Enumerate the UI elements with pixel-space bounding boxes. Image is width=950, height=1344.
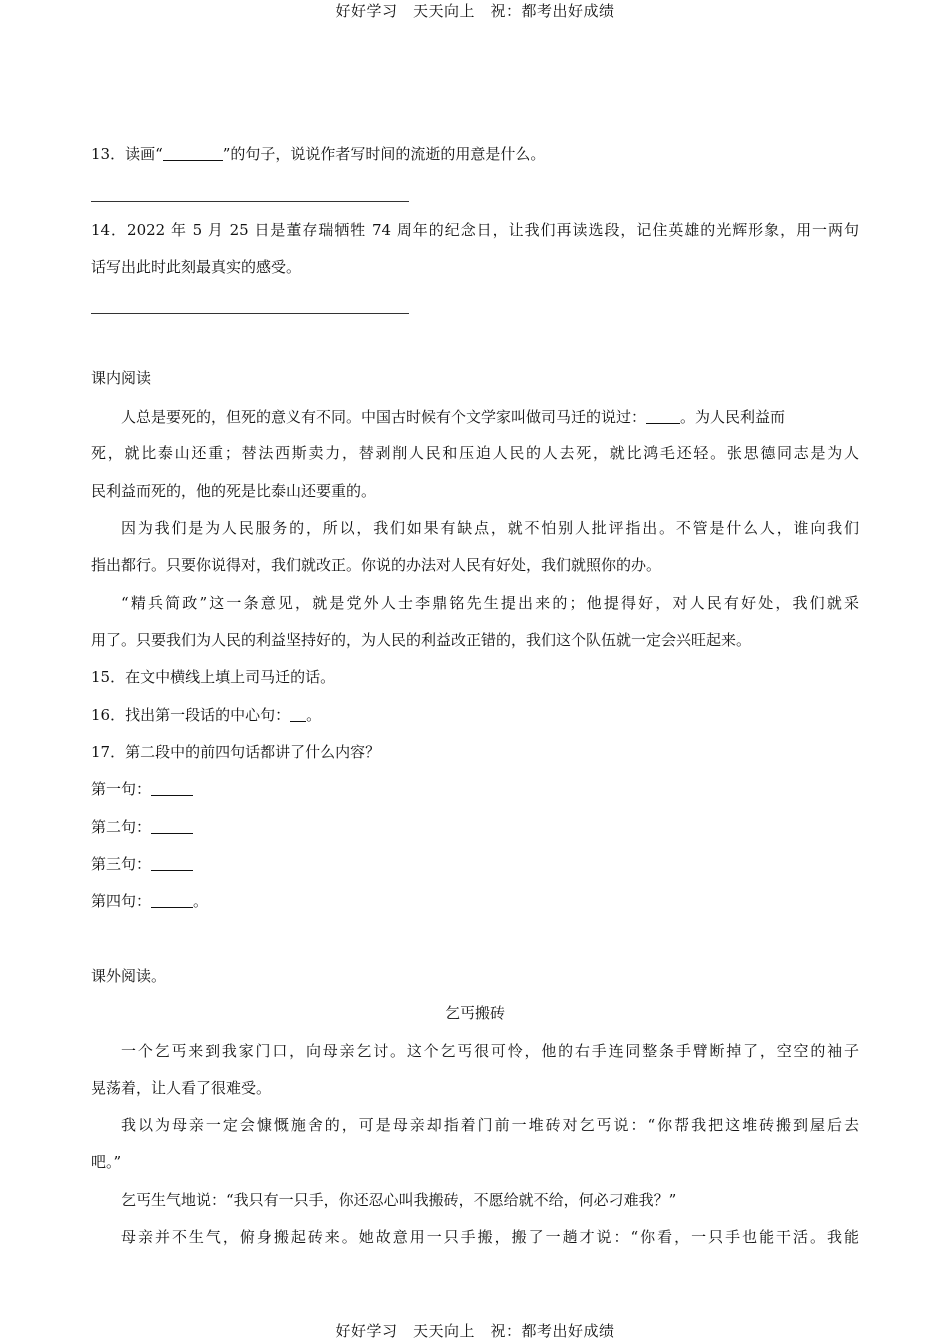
passage-1-line-1 — [121, 407, 785, 427]
question-13-suffix: ”的句子，说说作者写时间的流逝的用意是什么。 — [222, 145, 546, 163]
answer-sentence-1-label: 第一句： — [91, 780, 152, 798]
question-16-suffix: 。 — [306, 706, 322, 724]
answer-sentence-4 — [91, 891, 208, 911]
section-title-in-class-reading: 课内阅读 — [91, 369, 152, 387]
page-header: 好好学习 天天向上 祝：都考出好成绩 — [335, 2, 615, 20]
passage-1-line-3: 民利益而死的，他的死是比泰山还要重的。 — [91, 482, 377, 500]
story-title: 乞丐搬砖 — [444, 1004, 505, 1022]
passage-1-line-1-a: 人总是要死的，但死的意义有不同。中国古时候有个文学家叫做司马迁的说过： — [121, 408, 647, 426]
passage-3-line-2: 用了。只要我们为人民的利益坚持好的，为人民的利益改正错的，我们这个队伍就一定会兴旺起来。 — [91, 631, 752, 649]
passage-2-line-1: 因为我们是为人民服务的，所以，我们如果有缺点，就不怕别人批评指出。不管是什么人，谁向我们 — [121, 519, 859, 537]
question-13 — [91, 144, 545, 164]
answer-sentence-2-label: 第二句： — [91, 818, 152, 836]
question-14-line-1: 14．2022 年 5 月 25 日是董存瑞牺牲 74 周年的纪念日，让我们再读选段，记住英雄的光辉形象，用一两句 — [91, 221, 859, 239]
story-p1-line-1: 一个乞丐来到我家门口，向母亲乞讨。这个乞丐很可怜，他的右手连同整条手臂断掉了，空空的袖子 — [121, 1042, 859, 1060]
section-title-extracurricular-reading: 课外阅读。 — [91, 967, 167, 985]
answer-sentence-4-blank[interactable] — [151, 893, 193, 908]
passage-1-line-1-b: 。为人民利益而 — [680, 408, 786, 426]
passage-3-line-1: “精兵简政”这一条意见，就是党外人士李鼎铭先生提出来的；他提得好，对人民有好处，我们就采 — [121, 594, 859, 612]
question-16-prefix: 16．找出第一段话的中心句： — [91, 706, 291, 724]
question-17: 17．第二段中的前四句话都讲了什么内容？ — [91, 743, 381, 761]
question-15: 15．在文中横线上填上司马迁的话。 — [91, 668, 336, 686]
answer-line-13[interactable] — [91, 201, 409, 202]
answer-sentence-4-end: 。 — [193, 892, 209, 910]
question-13-prefix: 13．读画“ — [91, 145, 163, 163]
story-p3: 乞丐生气地说：“我只有一只手，你还忍心叫我搬砖，不愿给就不给，何必刁难我？” — [121, 1191, 677, 1209]
answer-sentence-3 — [91, 854, 193, 874]
page-footer: 好好学习 天天向上 祝：都考出好成绩 — [335, 1322, 615, 1340]
answer-sentence-2 — [91, 817, 193, 837]
question-13-blank[interactable] — [163, 146, 223, 161]
story-p2-line-1: 我以为母亲一定会慷慨施舍的，可是母亲却指着门前一堆砖对乞丐说：“你帮我把这堆砖搬到屋后去 — [121, 1116, 859, 1134]
answer-line-14[interactable] — [91, 313, 409, 314]
answer-sentence-1-blank[interactable] — [151, 781, 193, 796]
answer-sentence-3-label: 第三句： — [91, 855, 152, 873]
passage-1-line-2: 死，就比泰山还重；替法西斯卖力，替剥削人民和压迫人民的人去死，就比鸿毛还轻。张思德同志是为人 — [91, 444, 859, 462]
passage-1-blank[interactable] — [646, 409, 680, 424]
answer-sentence-1 — [91, 779, 193, 799]
passage-2-line-2: 指出都行。只要你说得对，我们就改正。你说的办法对人民有好处，我们就照你的办。 — [91, 556, 662, 574]
question-16-blank[interactable] — [290, 707, 306, 722]
answer-sentence-3-blank[interactable] — [151, 856, 193, 871]
answer-sentence-4-label: 第四句： — [91, 892, 152, 910]
story-p4: 母亲并不生气，俯身搬起砖来。她故意用一只手搬，搬了一趟才说：“你看，一只手也能干活。我能 — [121, 1228, 859, 1246]
question-16 — [91, 705, 321, 725]
story-p1-line-2: 晃荡着，让人看了很难受。 — [91, 1079, 272, 1097]
story-p2-line-2: 吧。” — [91, 1153, 122, 1171]
question-14-line-2: 话写出此时此刻最真实的感受。 — [91, 258, 302, 276]
answer-sentence-2-blank[interactable] — [151, 819, 193, 834]
